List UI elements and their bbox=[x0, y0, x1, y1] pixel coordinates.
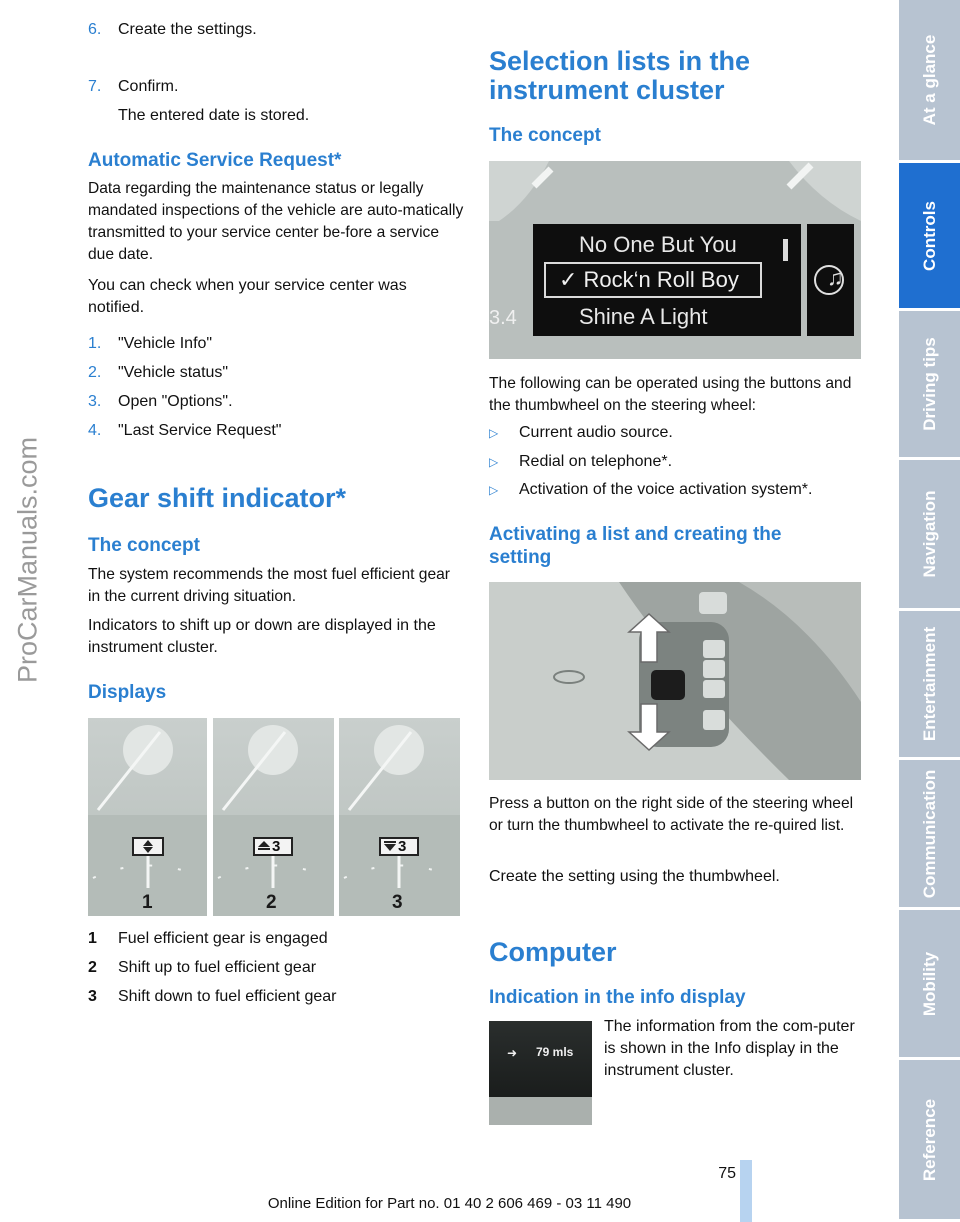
displays-heading: Displays bbox=[88, 682, 167, 703]
tab-label: Controls bbox=[919, 200, 939, 271]
cluster-side-number: 3.4 bbox=[489, 307, 517, 329]
tab-entertainment[interactable] bbox=[899, 611, 960, 760]
cluster-item-selected: ✓ Rock‘n Roll Boy bbox=[559, 267, 739, 292]
music-note-icon: ♫ bbox=[827, 265, 844, 290]
asr-paragraph-2: You can check when your service center was notified. bbox=[88, 277, 407, 316]
tab-label: Navigation bbox=[919, 490, 939, 578]
concept-paragraph: The system recommends the most fuel efficient gear in the current driving situation. bbox=[88, 566, 450, 605]
step-text: "Vehicle Info" bbox=[118, 335, 213, 352]
step-number: 4. bbox=[88, 422, 102, 439]
step-number: 7. bbox=[88, 78, 102, 95]
info-paragraph: The information from the com-puter is shown in the Info display in the instrument cluster. bbox=[604, 1018, 855, 1079]
panel-3-gear-digit: 3 bbox=[398, 838, 407, 855]
tab-controls[interactable] bbox=[899, 163, 960, 311]
step-number: 6. bbox=[88, 21, 102, 38]
tab-navigation[interactable] bbox=[899, 460, 960, 611]
step-text: "Vehicle status" bbox=[118, 364, 229, 381]
panel-1-label: 1 bbox=[142, 892, 153, 913]
press-paragraph: Press a button on the right side of the steering wheel or turn the thumbwheel to activate the re-quired list. bbox=[489, 795, 854, 834]
selection-lists-heading-line2: instrument cluster bbox=[489, 75, 725, 105]
watermark-text: ProCarManuals.com bbox=[12, 436, 43, 684]
step-text: Create the settings. bbox=[118, 21, 257, 38]
gear-indicator-illustration bbox=[88, 718, 460, 916]
tab-label: Entertainment bbox=[919, 626, 939, 742]
section-tabs bbox=[899, 0, 960, 1222]
page-number: 75 bbox=[718, 1165, 736, 1182]
bullet-text: Current audio source. bbox=[519, 424, 673, 441]
range-icon: ➜ bbox=[507, 1046, 518, 1060]
watermark bbox=[8, 330, 48, 790]
display-panel-3 bbox=[339, 718, 460, 916]
concept-heading-right: The concept bbox=[489, 125, 601, 146]
activating-heading-line2: setting bbox=[489, 547, 552, 568]
step-number: 2. bbox=[88, 364, 102, 381]
step-text: "Last Service Request" bbox=[118, 422, 282, 439]
tab-label: Reference bbox=[919, 1098, 939, 1181]
legend-key: 1 bbox=[88, 930, 97, 947]
bullet-text: Activation of the voice activation system*. bbox=[519, 481, 813, 498]
footer-text: Online Edition for Part no. 01 40 2 606 469 - 03 11 490 bbox=[267, 1195, 632, 1212]
cluster-item: No One But You bbox=[579, 232, 737, 257]
display-panel-2 bbox=[213, 718, 334, 916]
cluster-list-figure bbox=[489, 161, 861, 359]
tab-communication[interactable] bbox=[899, 760, 960, 910]
steering-wheel-illustration bbox=[489, 582, 861, 780]
tab-driving-tips[interactable] bbox=[899, 311, 960, 460]
step-number: 3. bbox=[88, 393, 102, 410]
gear-indicator-figure bbox=[88, 718, 460, 916]
indication-heading: Indication in the info display bbox=[489, 987, 746, 1008]
legend-text: Shift up to fuel efficient gear bbox=[118, 959, 317, 976]
panel-3-label: 3 bbox=[392, 892, 403, 913]
info-display-range: 79 mls bbox=[536, 1045, 574, 1059]
create-paragraph: Create the setting using the thumbwheel. bbox=[489, 868, 780, 885]
legend-text: Shift down to fuel efficient gear bbox=[118, 988, 337, 1005]
tab-label: At a glance bbox=[919, 34, 939, 126]
tab-label: Communication bbox=[919, 769, 939, 898]
computer-heading: Computer bbox=[489, 937, 617, 967]
concept-heading: The concept bbox=[88, 535, 200, 556]
display-panel-1 bbox=[88, 718, 207, 916]
step-number: 1. bbox=[88, 335, 102, 352]
activating-heading-line1: Activating a list and creating the bbox=[489, 524, 782, 545]
panel-2-gear-digit: 3 bbox=[272, 838, 281, 855]
triangle-bullet-icon: ▷ bbox=[489, 455, 499, 469]
concept-paragraph-2: Indicators to shift up or down are displayed in the instrument cluster. bbox=[88, 617, 436, 656]
page-marker bbox=[740, 1160, 752, 1222]
legend-key: 2 bbox=[88, 959, 97, 976]
step-text: Confirm. bbox=[118, 78, 179, 95]
operated-paragraph: The following can be operated using the buttons and the thumbwheel on the steering wheel: bbox=[489, 375, 852, 414]
tab-at-a-glance[interactable] bbox=[899, 0, 960, 163]
cluster-item: Shine A Light bbox=[579, 304, 708, 329]
gear-shift-heading: Gear shift indicator* bbox=[88, 483, 347, 513]
asr-paragraph: Data regarding the maintenance status or legally mandated inspections of the vehicle are auto-matically transmitted to your service center be-fore a service due date. bbox=[88, 180, 464, 263]
legend-text: Fuel efficient gear is engaged bbox=[118, 930, 328, 947]
asr-heading: Automatic Service Request* bbox=[88, 150, 342, 171]
triangle-bullet-icon: ▷ bbox=[489, 426, 499, 440]
steering-wheel-figure bbox=[489, 582, 861, 780]
tab-label: Driving tips bbox=[919, 337, 939, 431]
tab-mobility[interactable] bbox=[899, 910, 960, 1060]
panel-2-label: 2 bbox=[266, 892, 277, 913]
triangle-bullet-icon: ▷ bbox=[489, 483, 499, 497]
legend-key: 3 bbox=[88, 988, 97, 1005]
selection-lists-heading-line1: Selection lists in the bbox=[489, 46, 751, 76]
stored-note: The entered date is stored. bbox=[118, 107, 310, 124]
info-display-figure bbox=[489, 1021, 592, 1125]
tab-reference[interactable] bbox=[899, 1060, 960, 1222]
step-text: Open "Options". bbox=[118, 393, 233, 410]
bullet-text: Redial on telephone*. bbox=[519, 453, 673, 470]
tab-label: Mobility bbox=[919, 951, 939, 1016]
